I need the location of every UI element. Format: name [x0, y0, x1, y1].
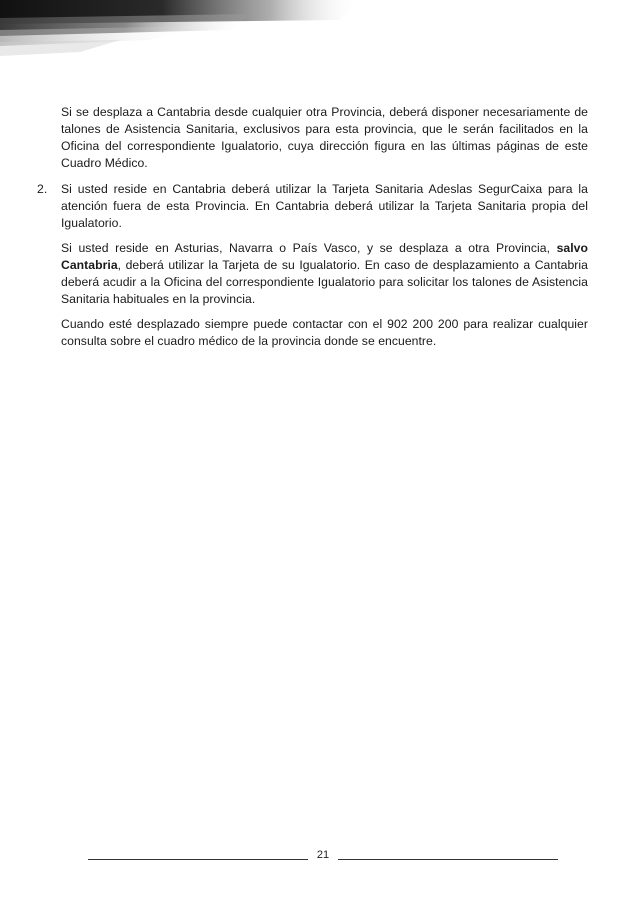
main-content [36, 104, 588, 350]
numbered-item-2 [36, 181, 588, 232]
page-number: 21 [316, 849, 330, 861]
footer-rule-left [88, 859, 308, 860]
paragraph-asturias-start: Si usted reside en Asturias, Navarra o País Vasco, y se desplaza a otra Provincia, [61, 241, 557, 255]
page-footer [0, 848, 638, 868]
item-number: 2. [37, 182, 48, 196]
paragraph-asturias-end: , deberá utilizar la Tarjeta de su Igualatorio. En caso de desplazamiento a Cantabria deberá acudir a la Oficina del correspondiente Igualatorio para solicitar los talones de Asistencia Sanitaria habituales en la provincia. [61, 258, 588, 306]
item-2-text: Si usted reside en Cantabria deberá utilizar la Tarjeta Sanitaria Adeslas SegurCaixa para la atención fuera de esta Provincia. En Cantabria deberá utilizar la Tarjeta Sanitaria propia del Igualatorio. [61, 182, 588, 230]
paragraph-contacto: Cuando esté desplazado siempre puede contactar con el 902 200 200 para realizar cualquier consulta sobre el cuadro médico de la provincia donde se encuentre. [61, 317, 588, 348]
header-decoration [0, 0, 638, 70]
paragraph-asturias [36, 240, 588, 308]
footer-rule-right [338, 859, 558, 860]
emphasis-salvo-cantabria: salvo Cantabria [61, 241, 588, 272]
paragraph-talones: Si se desplaza a Cantabria desde cualquier otra Provincia, deberá disponer necesariamente de talones de Asistencia Sanitaria, exclusivos para esta provincia, que le serán facilitados en la Oficina del correspondiente Igualatorio, cuya dirección figura en las últimas páginas de este Cuadro Médico. [61, 105, 588, 170]
